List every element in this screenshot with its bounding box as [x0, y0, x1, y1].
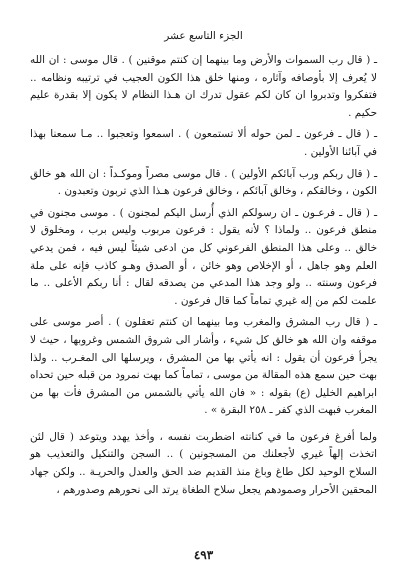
paragraph: ـ ( قال ـ فرعون ـ لمن حوله ألا تستمعون ) . اسمعوا وتعجبوا .. مـا سمعنا بهذا في آبائنا الأولين .	[30, 128, 377, 158]
paragraph: ولما أفرغ فرعون ما في كنانته اضطربت نفسه ، وأخذ يهدد ويتوعد ( قال لئن اتخذت إلهاً غيري لأجعلنك من المسجونين ) .. السجن والتنكيل والتعذيب هو السلاح الوحيد لكل طاغ وباغ منذ القديم ضد الحق والعدل والحريـة .. ولكن جهاد المحقين الأحرار وصمودهم يجعل سلاح الطغاة يرتد الى نحورهم وصدورهم ،	[30, 430, 377, 496]
paragraph: ـ ( قال رب المشرق والمغرب وما بينهما ان كنتم تعقلون ) . أصر موسى على موقفه وان الله هو خالق كل شيء ، وأشار الى شروق الشمس وغروبها ، حيث لا يجرأ فرعون أن يقول : انه يأتي بها من المشرق ، ويرسلها الى المغـرب .. ولذا بهت حين سمع هذه المقالة من موسى ، تماماً كما بهت نمرود من قبله حين تحداه ابراهيم الخليل (ع) بقوله : « فان الله يأتي بالشمس من المشرق فأت بها من المغرب فبهت الذي كفر ـ ٢٥٨ البقرة » .	[30, 316, 377, 417]
paragraph: ـ ( قال ربكم ورب آبائكم الأولين ) . قال موسى مصراً وموكـداً : ان الله هو خالق الكون ، وخالقكم ، وخالق آبائكم ، وخالق فرعون هـذا الذي تربون وتعبدون .	[30, 167, 377, 198]
page-number: ٤٩٣	[193, 548, 214, 562]
paragraph: ـ ( قال رب السموات والأرض وما بينهما إن كنتم موقنين ) . قال موسى : ان الله لا يُعرف إلا بأوصافه وآثاره ، ومنها خلق هذا الكون العجيب في ترتيبه ونظامه .. فتفكروا وتدبروا ان كان لكم عقول تدرك ان هـذا النظام لا يكون إلا بقدرة عليم حكيم .	[30, 54, 377, 119]
running-header: الجزء التاسع عشر	[164, 30, 243, 42]
page-body	[30, 52, 377, 499]
paragraph: ـ ( قال ـ فرعـون ـ ان رسولكم الذي أُرسل اليكم لمجنون ) . موسى مجنون في منطق فرعون .. ولماذا ؟ لأنه يقول : فرعون مربوب وليس برب ، ومخلوق لا خالق .. وعلى هذا المنطق الفرعوني كل من ادعى شيئاً ليس فيه ، فمن يدعي العلم وهو جاهل ، أو الإخلاص وهو خائن ، أو الصدق وهـو كاذب فإنه على ملة فرعون وسنته .. ولو وجد هذا المدعي من يصدقه لقال : أنا ربكم الأعلى .. ما علمت لكم من إله غيري تماماً كما قال فرعون .	[30, 206, 377, 307]
